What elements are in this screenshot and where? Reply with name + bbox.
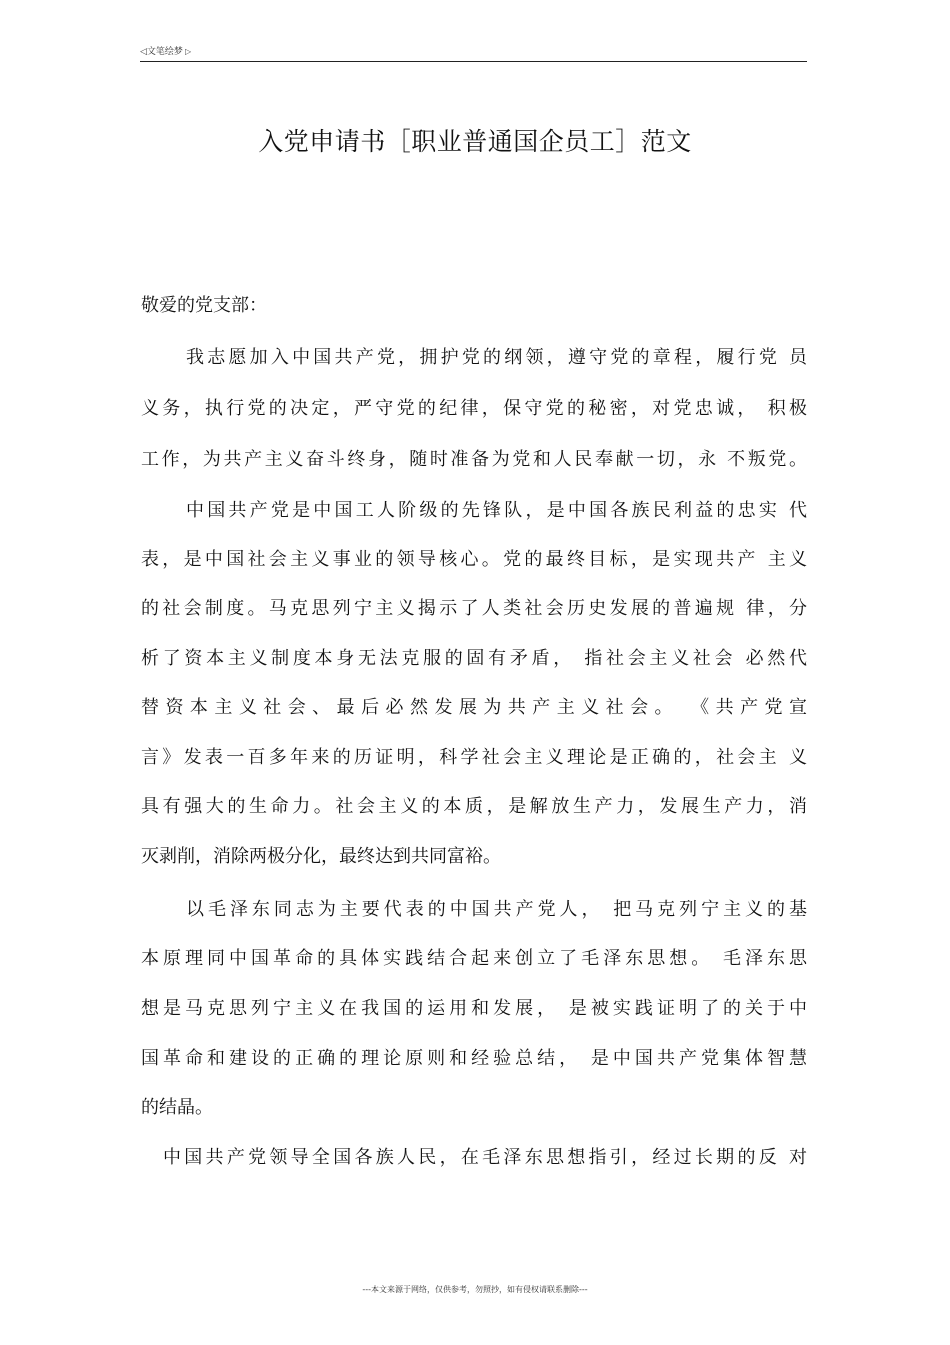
paragraph-line: 灭剥削，消除两极分化，最终达到共同富裕。 xyxy=(141,846,501,867)
paragraph-line: 的社会制度。马克思列宁主义揭示了人类社会历史发展的普遍规 律，分 xyxy=(141,598,807,619)
paragraph-line: 国革命和建设的正确的理论原则和经验总结， 是中国共产党集体智慧 xyxy=(141,1048,807,1069)
page-footer: ---本文来源于网络，仅供参考，勿照抄，如有侵权请联系删除--- xyxy=(362,1285,588,1294)
paragraph-line: 以毛泽东同志为主要代表的中国共产党人， 把马克列宁主义的基 xyxy=(186,899,807,920)
salutation: 敬爱的党支部： xyxy=(141,295,267,316)
paragraph-line: 表，是中国社会主义事业的领导核心。党的最终目标，是实现共产 主义 xyxy=(141,549,807,570)
right-triangle-icon: ▷ xyxy=(184,47,192,56)
document-title: 入党申请书［职业普通国企员工］范文 xyxy=(258,127,692,156)
paragraph-line: 具有强大的生命力。社会主义的本质，是解放生产力，发展生产力，消 xyxy=(141,796,807,817)
left-triangle-icon: ◁ xyxy=(140,47,147,57)
paragraph-line: 中国共产党领导全国各族人民，在毛泽东思想指引，经过长期的反 对 xyxy=(163,1147,807,1168)
paragraph-line: 的结晶。 xyxy=(141,1097,213,1118)
paragraph-line: 想是马克思列宁主义在我国的运用和发展， 是被实践证明了的关于中 xyxy=(141,998,807,1019)
paragraph-line: 工作，为共产主义奋斗终身，随时准备为党和人民奉献一切，永 不叛党。 xyxy=(141,449,807,470)
paragraph-line: 我志愿加入中国共产党，拥护党的纲领，遵守党的章程，履行党 员 xyxy=(186,347,807,368)
paragraph-line: 义务，执行党的决定，严守党的纪律，保守党的秘密，对党忠诚， 积极 xyxy=(141,398,807,419)
page-header xyxy=(140,44,807,62)
paragraph-line: 中国共产党是中国工人阶级的先锋队，是中国各族民利益的忠实 代 xyxy=(186,500,807,521)
paragraph-line: 本原理同中国革命的具体实践结合起来创立了毛泽东思想。 毛泽东思 xyxy=(141,948,807,969)
paragraph-line: 析了资本主义制度本身无法克服的固有矛盾， 指社会主义社会 必然代 xyxy=(141,648,807,669)
header-text: 文笔绘梦 xyxy=(146,47,183,57)
paragraph-line: 言》发表一百多年来的历证明，科学社会主义理论是正确的，社会主 义 xyxy=(141,747,807,768)
paragraph-line: 替资本主义社会、最后必然发展为共产主义社会。 《共产党宣 xyxy=(141,697,807,718)
